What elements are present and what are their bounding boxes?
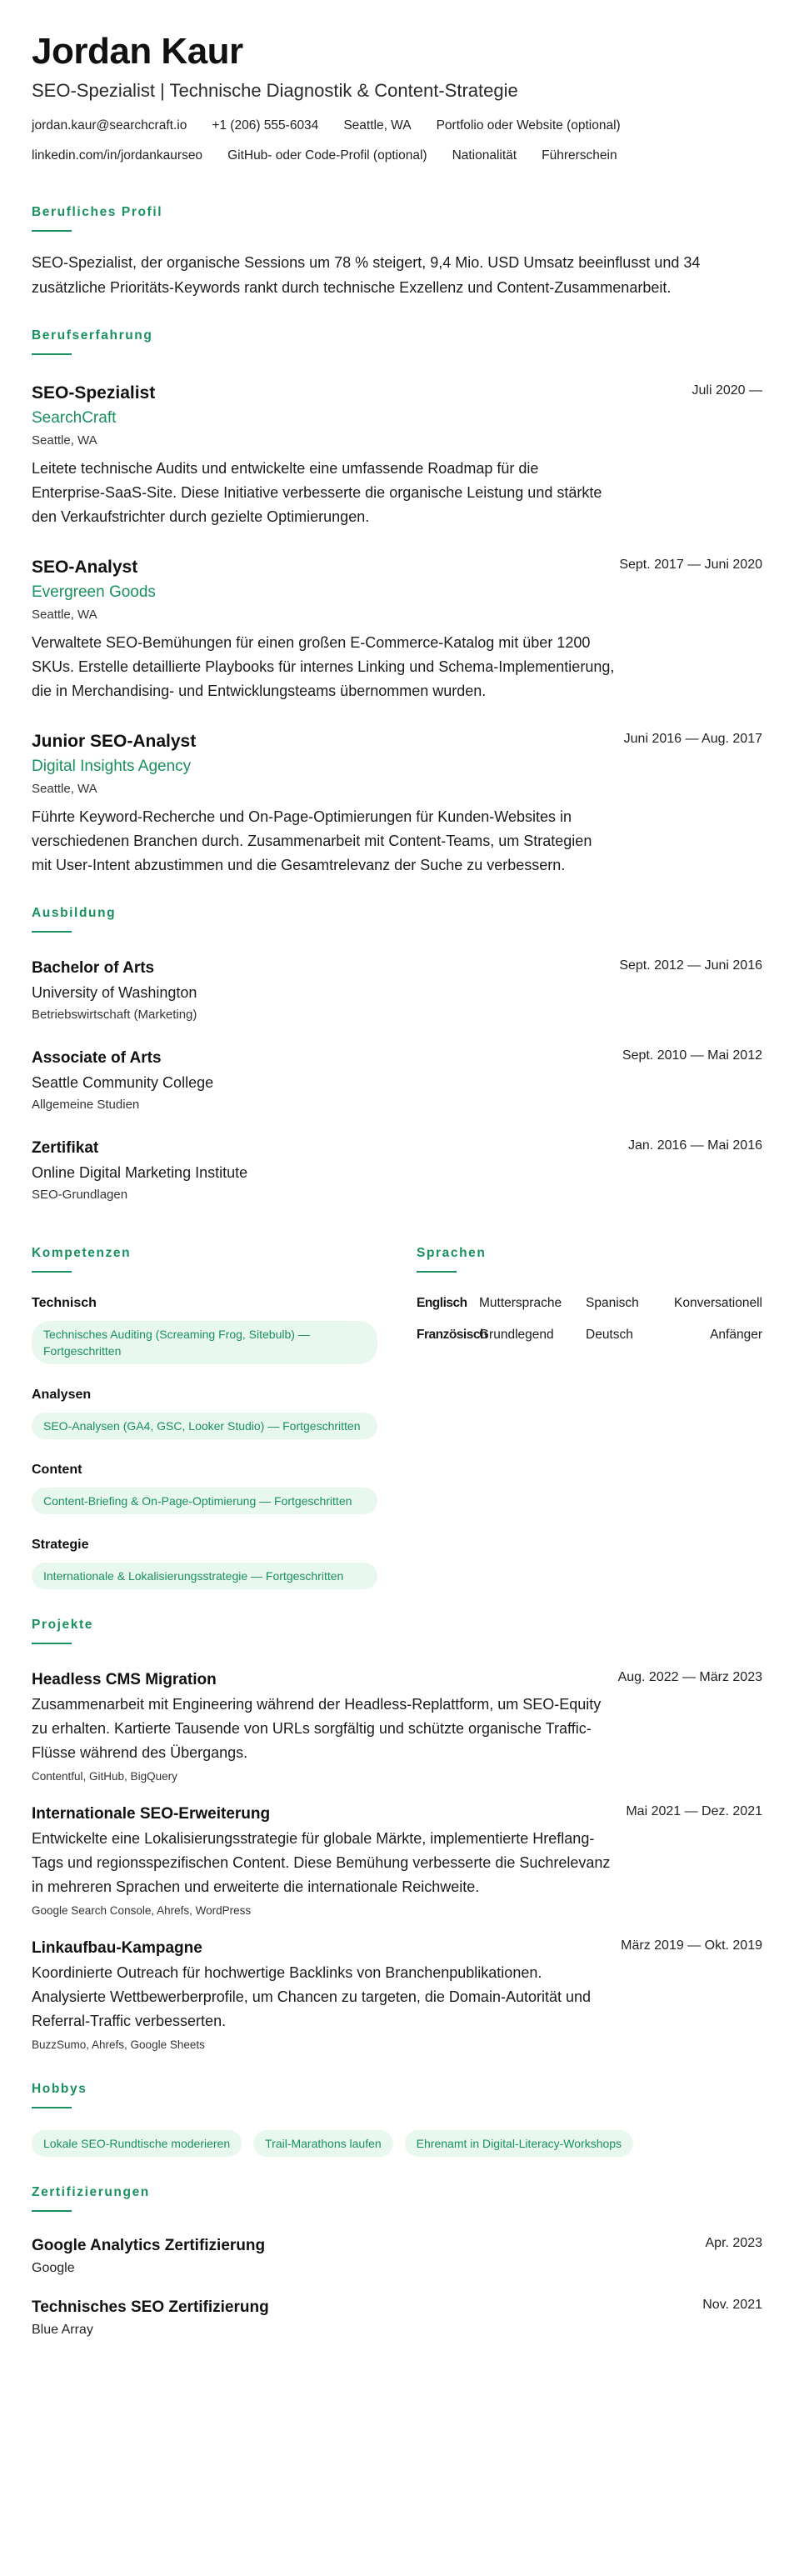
edu-school: Online Digital Marketing Institute	[32, 1164, 248, 1181]
skill-pill: Content-Briefing & On-Page-Optimierung — Fortgeschritten	[32, 1488, 377, 1514]
job-date: Juni 2016 — Aug. 2017	[623, 732, 762, 746]
cert-issuer: Google	[32, 2261, 75, 2275]
job-location: Seattle, WA	[32, 433, 97, 448]
job-entry	[32, 382, 762, 529]
contact-location: Seattle, WA	[343, 118, 412, 133]
cert-issuer: Blue Array	[32, 2323, 93, 2337]
project-title: Internationale SEO-Erweiterung	[32, 1805, 271, 1823]
section-title-experience: Berufserfahrung	[32, 328, 153, 343]
edu-field: Betriebswirtschaft (Marketing)	[32, 1008, 197, 1022]
skill-group-name: Content	[32, 1463, 82, 1477]
projects-section	[32, 1618, 762, 2053]
section-divider	[32, 353, 72, 355]
edu-degree: Bachelor of Arts	[32, 959, 155, 977]
edu-degree: Associate of Arts	[32, 1049, 162, 1067]
edu-date: Sept. 2012 — Juni 2016	[619, 958, 762, 973]
contact-drivers-license: Führerschein	[542, 148, 617, 163]
project-tech-stack: Contentful, GitHub, BigQuery	[32, 1770, 177, 1783]
education-entry	[32, 1138, 762, 1204]
certification-entry	[32, 2235, 762, 2278]
job-description: Verwaltete SEO-Bemühungen für einen großen E-Commerce-Katalog mit über 1200 SKUs. Erstelle detaillierte Playbooks für internes Linking und Schema-Implementierung, die in Merchandising- und Entwicklungsteams übernommen wurden.	[32, 634, 615, 699]
skill-group	[32, 1294, 377, 1364]
section-title-certifications: Zertifizierungen	[32, 2185, 150, 2199]
section-divider	[417, 1271, 457, 1273]
hobby-pill: Trail-Marathons laufen	[253, 2130, 393, 2157]
project-date: Mai 2021 — Dez. 2021	[626, 1804, 762, 1818]
hobby-list	[32, 2130, 762, 2157]
language-name: Deutsch	[586, 1328, 633, 1342]
contact-phone[interactable]: +1 (206) 555-6034	[212, 118, 319, 133]
contact-github[interactable]: GitHub- oder Code-Profil (optional)	[227, 148, 427, 163]
section-title-hobbies: Hobbys	[32, 2082, 87, 2096]
skill-group	[32, 1536, 377, 1589]
edu-degree: Zertifikat	[32, 1139, 99, 1157]
section-title-education: Ausbildung	[32, 906, 117, 920]
job-entry	[32, 556, 762, 703]
project-date: März 2019 — Okt. 2019	[621, 1938, 762, 1953]
edu-date: Jan. 2016 — Mai 2016	[628, 1138, 762, 1153]
section-divider	[32, 1271, 72, 1273]
skill-pill: Technisches Auditing (Screaming Frog, Sitebulb) — Fortgeschritten	[32, 1321, 377, 1364]
project-description: Zusammenarbeit mit Engineering während der Headless-Replattform, um SEO-Equity zu erhalten. Kartierte Tausende von URLs sorgfältig und schützte organische Traffic-Flüsse während des Übergangs.	[32, 1696, 602, 1761]
job-company: Digital Insights Agency	[32, 758, 192, 775]
job-title: SEO-Analyst	[32, 558, 138, 577]
profile-section	[32, 205, 762, 300]
section-title-profile: Berufliches Profil	[32, 205, 163, 219]
project-description: Koordinierte Outreach für hochwertige Backlinks von Branchenpublikationen. Analysierte Wettbewerberprofile, um Chancen zu targeten, die Domain-Autorität und Referral-Traffic verbesserten.	[32, 1964, 592, 2029]
job-title: SEO-Spezialist	[32, 383, 156, 403]
project-description: Entwickelte eine Lokalisierungsstrategie für globale Märkte, implementierte Hreflang-Tags und regionsspezifischen Content. Diese Bemühung verbesserte die Suchrelevanz in mehreren Sprachen und erweiterte die internationale Reichweite.	[32, 1830, 611, 1895]
language-row	[417, 1326, 762, 1358]
project-title: Headless CMS Migration	[32, 1671, 217, 1688]
education-entry	[32, 958, 762, 1024]
job-location: Seattle, WA	[32, 782, 97, 796]
skills-languages-row	[32, 1218, 762, 1589]
job-entry	[32, 730, 762, 878]
edu-school: Seattle Community College	[32, 1074, 214, 1091]
contact-email[interactable]: jordan.kaur@searchcraft.io	[32, 118, 187, 133]
candidate-name: Jordan Kaur	[32, 31, 243, 72]
contact-nationality: Nationalität	[452, 148, 517, 163]
language-name: Französisch	[417, 1328, 487, 1342]
project-date: Aug. 2022 — März 2023	[617, 1670, 762, 1684]
skills-section	[32, 1218, 377, 1589]
section-title-languages: Sprachen	[417, 1246, 487, 1260]
job-description: Leitete technische Audits und entwickelte eine umfassende Roadmap für die Enterprise-SaaS-Site. Diese Initiative verbesserte die organische Leistung und stärkte den Verkaufstrichter durch gezielte Optimierungen.	[32, 460, 602, 525]
language-level: Muttersprache	[479, 1296, 562, 1310]
language-name: Spanisch	[586, 1296, 639, 1310]
job-description: Führte Keyword-Recherche und On-Page-Optimierungen für Kunden-Websites in verschiedenen Branchen durch. Zusammenarbeit mit Content-Teams, um Strategien mit User-Intent abzustimmen und die Gesamtrelevanz der Suche zu verbessern.	[32, 808, 592, 873]
resume-header	[32, 30, 762, 177]
skill-pill: SEO-Analysen (GA4, GSC, Looker Studio) — Fortgeschritten	[32, 1413, 377, 1439]
edu-school: University of Washington	[32, 984, 197, 1001]
section-title-skills: Kompetenzen	[32, 1246, 132, 1260]
job-title: Junior SEO-Analyst	[32, 732, 197, 751]
contact-list	[32, 117, 748, 177]
job-company: Evergreen Goods	[32, 583, 156, 601]
edu-field: SEO-Grundlagen	[32, 1188, 128, 1202]
project-entry	[32, 1803, 762, 1919]
job-date: Juli 2020 —	[692, 383, 762, 398]
edu-field: Allgemeine Studien	[32, 1098, 140, 1112]
headline: SEO-Spezialist | Technische Diagnostik & Content-Strategie	[32, 80, 518, 101]
project-tech-stack: Google Search Console, Ahrefs, WordPress	[32, 1904, 252, 1917]
project-entry	[32, 1669, 762, 1785]
hobby-pill: Lokale SEO-Rundtische moderieren	[32, 2130, 242, 2157]
section-divider	[32, 1643, 72, 1644]
project-entry	[32, 1938, 762, 2053]
project-tech-stack: BuzzSumo, Ahrefs, Google Sheets	[32, 2038, 205, 2051]
contact-linkedin[interactable]: linkedin.com/in/jordankaurseo	[32, 148, 203, 163]
skill-group	[32, 1386, 377, 1439]
section-divider	[32, 931, 72, 933]
language-level: Konversationell	[674, 1296, 762, 1310]
edu-date: Sept. 2010 — Mai 2012	[622, 1048, 762, 1063]
cert-date: Nov. 2021	[702, 2298, 762, 2312]
certification-entry	[32, 2297, 762, 2340]
profile-summary: SEO-Spezialist, der organische Sessions um 78 % steigert, 9,4 Mio. USD Umsatz beeinflusst und 34 zusätzliche Prioritäts-Keywords rankt durch technische Exzellenz und Content-Zusammenarbeit.	[32, 254, 701, 296]
project-title: Linkaufbau-Kampagne	[32, 1939, 202, 1957]
job-date: Sept. 2017 — Juni 2020	[619, 558, 762, 572]
skill-group-name: Analysen	[32, 1388, 92, 1402]
language-level: Grundlegend	[479, 1328, 554, 1342]
hobby-pill: Ehrenamt in Digital-Literacy-Workshops	[405, 2130, 633, 2157]
language-name: Englisch	[417, 1296, 467, 1310]
education-section	[32, 906, 762, 1204]
hobbies-section	[32, 2082, 762, 2157]
section-divider	[32, 2210, 72, 2212]
skill-group-name: Technisch	[32, 1296, 97, 1310]
contact-portfolio[interactable]: Portfolio oder Website (optional)	[436, 118, 621, 133]
job-location: Seattle, WA	[32, 608, 97, 622]
cert-name: Google Analytics Zertifizierung	[32, 2237, 266, 2254]
education-entry	[32, 1048, 762, 1114]
languages-section	[417, 1218, 762, 1589]
job-company: SearchCraft	[32, 409, 117, 427]
experience-section	[32, 328, 762, 878]
certifications-section	[32, 2185, 762, 2340]
language-table	[417, 1294, 762, 1358]
cert-name: Technisches SEO Zertifizierung	[32, 2298, 269, 2316]
cert-date: Apr. 2023	[705, 2236, 762, 2250]
skill-group	[32, 1461, 377, 1514]
section-title-projects: Projekte	[32, 1618, 93, 1632]
language-row	[417, 1294, 762, 1326]
language-level: Anfänger	[710, 1328, 762, 1342]
skill-group-name: Strategie	[32, 1538, 89, 1552]
section-divider	[32, 230, 72, 232]
skill-pill: Internationale & Lokalisierungsstrategie — Fortgeschritten	[32, 1563, 377, 1589]
section-divider	[32, 2107, 72, 2108]
